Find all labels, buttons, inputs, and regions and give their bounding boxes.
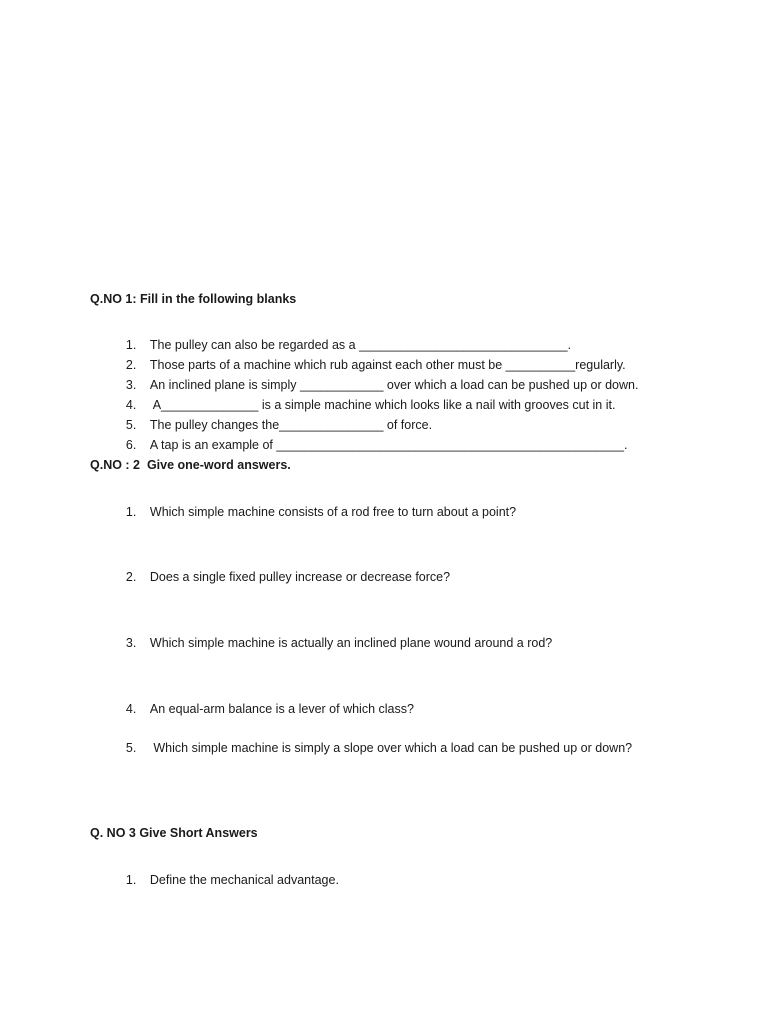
section-2-item-4 bbox=[112, 688, 414, 730]
item-text: The pulley changes the_______________ of force. bbox=[149, 418, 433, 432]
section-2-item-5 bbox=[112, 727, 632, 769]
item-text: An equal-arm balance is a lever of which class? bbox=[149, 702, 414, 716]
section-2-item-1 bbox=[112, 491, 516, 533]
item-text: The pulley can also be regarded as a ______________________________. bbox=[149, 338, 572, 352]
item-number: 2. bbox=[125, 358, 137, 372]
section-3-heading: Q. NO 3 Give Short Answers bbox=[90, 826, 258, 840]
item-number: 5. bbox=[125, 741, 137, 755]
item-number: 1. bbox=[125, 505, 137, 519]
item-number: 2. bbox=[125, 570, 137, 584]
item-number: 4. bbox=[125, 398, 137, 412]
item-text: Those parts of a machine which rub against each other must be __________regularly. bbox=[149, 358, 626, 372]
item-text: An inclined plane is simply ____________ over which a load can be pushed up or down. bbox=[149, 378, 639, 392]
section-2-item-2 bbox=[112, 556, 450, 598]
item-number: 3. bbox=[125, 378, 137, 392]
item-text: Define the mechanical advantage. bbox=[149, 873, 339, 887]
section-2-item-3 bbox=[112, 622, 552, 664]
item-number: 3. bbox=[125, 636, 137, 650]
item-text: Which simple machine consists of a rod free to turn about a point? bbox=[149, 505, 517, 519]
item-text: Which simple machine is actually an inclined plane wound around a rod? bbox=[149, 636, 553, 650]
item-number: 1. bbox=[125, 338, 137, 352]
item-text: Which simple machine is simply a slope over which a load can be pushed up or down? bbox=[149, 741, 633, 755]
item-number: 1. bbox=[125, 873, 137, 887]
section-2-heading: Q.NO : 2 Give one-word answers. bbox=[90, 458, 291, 472]
item-number: 5. bbox=[125, 418, 137, 432]
item-text: A tap is an example of __________________________________________________. bbox=[149, 438, 628, 452]
section-1-heading: Q.NO 1: Fill in the following blanks bbox=[90, 292, 297, 306]
section-3-item-1 bbox=[112, 859, 339, 901]
item-text: Does a single fixed pulley increase or decrease force? bbox=[149, 570, 451, 584]
item-text: A______________ is a simple machine which looks like a nail with grooves cut in it. bbox=[149, 398, 616, 412]
item-number: 4. bbox=[125, 702, 137, 716]
item-number: 6. bbox=[125, 438, 137, 452]
